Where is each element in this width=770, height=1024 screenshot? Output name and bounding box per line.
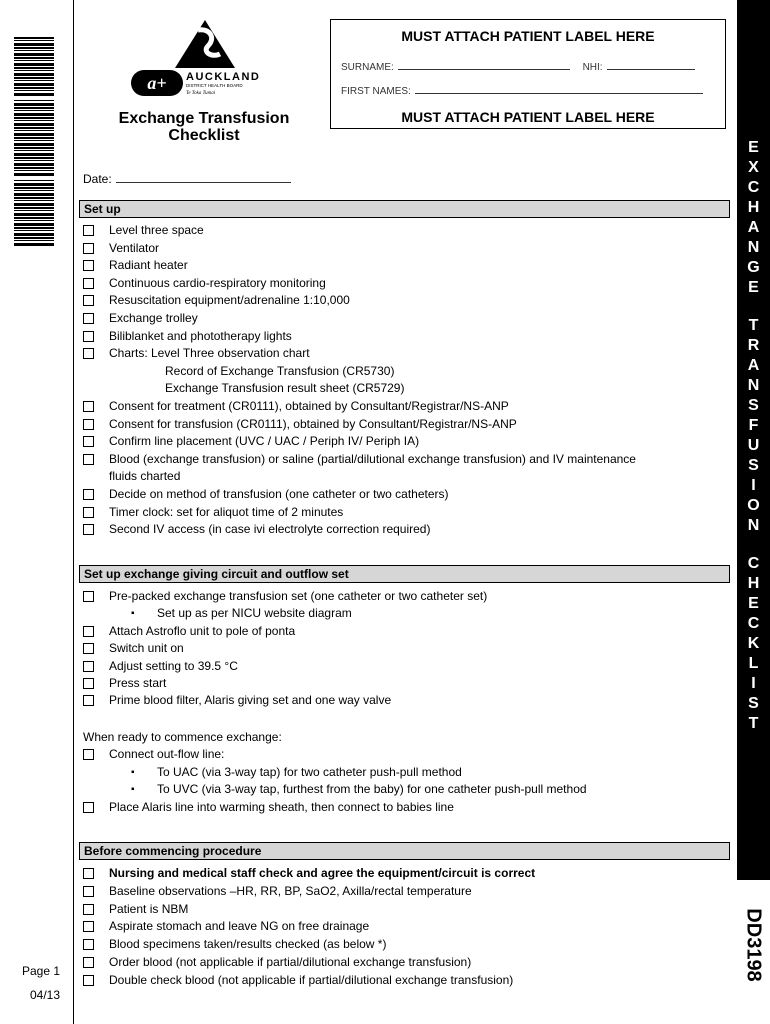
checkbox[interactable]: [83, 661, 94, 672]
label-heading: MUST ATTACH PATIENT LABEL HERE: [401, 28, 655, 44]
checklist-item-label: Patient is NBM: [109, 901, 189, 916]
checklist-item-label: Aspirate stomach and leave NG on free drainage: [109, 919, 370, 934]
checkbox[interactable]: [83, 886, 94, 897]
page-number: Page 1: [22, 964, 61, 978]
checklist-item-label: Resuscitation equipment/adrenaline 1:10,000: [109, 293, 350, 308]
side-title-letter: F: [748, 417, 759, 434]
checklist-item-label: Prime blood filter, Alaris giving set and one way valve: [109, 693, 392, 708]
checkbox[interactable]: [83, 331, 94, 342]
checklist-item-label: Baseline observations –HR, RR, BP, SaO2, Axilla/rectal temperature: [109, 883, 472, 898]
checklist-item-label: Level three space: [109, 223, 204, 237]
checkbox[interactable]: [83, 225, 94, 236]
checklist-item-label: Connect out-flow line:: [109, 747, 225, 761]
checklist-item-label: Adjust setting to 39.5 °C: [109, 658, 238, 673]
checkbox[interactable]: [83, 507, 94, 518]
checkbox[interactable]: [83, 802, 94, 813]
checklist-item-label: Confirm line placement (UVC / UAC / Periph IV/ Periph IA): [109, 434, 420, 449]
svg-text:a+: a+: [147, 73, 167, 93]
checkbox[interactable]: [83, 295, 94, 306]
checkbox[interactable]: [83, 348, 94, 359]
form-date: 04/13: [30, 988, 61, 1002]
date-field[interactable]: Date:: [83, 172, 291, 186]
section-setup: Set up: [79, 200, 730, 218]
surname-field[interactable]: SURNAME: NHI:: [341, 60, 695, 73]
first-names-field[interactable]: FIRST NAMES:: [341, 84, 703, 97]
checkbox[interactable]: [83, 524, 94, 535]
checklist-item-label: Consent for transfusion (CR0111), obtained by Consultant/Registrar/NS-ANP: [109, 416, 517, 431]
side-title-letter: H: [747, 199, 760, 216]
checkbox[interactable]: [83, 868, 94, 879]
side-title-letter: H: [747, 575, 760, 592]
checklist-item-label: Double check blood (not applicable if partial/dilutional exchange transfusion): [109, 972, 514, 987]
checklist-item-label: Attach Astroflo unit to pole of ponta: [109, 623, 296, 638]
side-title-letter: N: [747, 377, 760, 394]
checkbox[interactable]: [83, 957, 94, 968]
checklist-item-label: Blood (exchange transfusion) or saline (partial/dilutional exchange transfusion) and IV maintenance: [109, 451, 636, 466]
checkbox[interactable]: [83, 260, 94, 271]
side-title-letter: L: [748, 655, 759, 672]
side-title-letter: E: [748, 139, 759, 156]
left-margin-line: [73, 0, 74, 1024]
checklist-item-label: Exchange trolley: [109, 311, 198, 325]
section-before: Before commencing procedure: [79, 842, 730, 860]
side-title-letter: I: [751, 675, 756, 692]
checklist-item-label: Nursing and medical staff check and agree the equipment/circuit is correct: [109, 866, 536, 880]
svg-text:Te Toka Tumai: Te Toka Tumai: [186, 91, 216, 96]
barcode-gap: [14, 97, 54, 100]
side-title-letter: I: [751, 477, 756, 494]
side-title-letter: A: [747, 357, 760, 374]
chart-sublabel: Exchange Transfusion result sheet (CR5729): [165, 381, 405, 396]
checklist-item-label: Charts: Level Three observation chart: [109, 346, 310, 361]
checklist-item-label: Timer clock: set for aliquot time of 2 minutes: [109, 504, 344, 519]
checkbox[interactable]: [83, 643, 94, 654]
checklist-item-label: Decide on method of transfusion (one catheter or two catheters): [109, 487, 449, 501]
bullet-item: ▪ To UAC (via 3-way tap) for two catheter push-pull method: [157, 764, 462, 781]
checklist-item-label: Consent for treatment (CR0111), obtained by Consultant/Registrar/NS-ANP: [109, 399, 509, 413]
checklist-item-label: Biliblanket and phototherapy lights: [109, 328, 292, 343]
checkbox[interactable]: [83, 243, 94, 254]
checkbox[interactable]: [83, 591, 94, 602]
checkbox[interactable]: [83, 419, 94, 430]
bullet-item: ▪ Set up as per NICU website diagram: [157, 605, 352, 622]
side-title-letter: O: [747, 497, 760, 514]
side-title-letter: X: [748, 159, 759, 176]
side-title-letter: E: [748, 279, 759, 296]
side-title-letter: A: [747, 219, 760, 236]
side-title-letter: S: [748, 695, 759, 712]
side-title-letter: N: [747, 517, 760, 534]
checkbox[interactable]: [83, 489, 94, 500]
side-title-letter: E: [748, 595, 759, 612]
continuation-text: fluids charted: [109, 469, 181, 484]
side-title: [737, 138, 770, 734]
checklist-item-label: Ventilator: [109, 240, 160, 255]
svg-text:DISTRICT HEALTH BOARD: DISTRICT HEALTH BOARD: [186, 83, 243, 88]
auckland-dhb-logo: [120, 18, 290, 98]
checklist-item-label: Second IV access (in case ivi electrolyte correction required): [109, 522, 431, 537]
side-title-letter: G: [747, 259, 760, 276]
checkbox[interactable]: [83, 749, 94, 760]
chart-sublabel: Record of Exchange Transfusion (CR5730): [165, 363, 395, 378]
form-code: DD3198: [742, 908, 765, 982]
side-title-letter: C: [747, 179, 760, 196]
checkbox[interactable]: [83, 678, 94, 689]
checklist-item-label: Press start: [109, 676, 167, 690]
checkbox[interactable]: [83, 921, 94, 932]
side-title-letter: C: [747, 555, 760, 572]
page-title: Exchange Transfusion Checklist: [118, 110, 290, 144]
side-title-letter: K: [747, 635, 760, 652]
checklist-item-label: Pre-packed exchange transfusion set (one catheter or two catheter set): [109, 589, 488, 603]
checkbox[interactable]: [83, 695, 94, 706]
checkbox[interactable]: [83, 904, 94, 915]
side-title-letter: S: [748, 397, 759, 414]
side-title-letter: T: [748, 317, 759, 334]
svg-text:AUCKLAND: AUCKLAND: [186, 71, 261, 83]
checklist-item-label: Radiant heater: [109, 258, 188, 273]
checkbox[interactable]: [83, 939, 94, 950]
checklist-item-label: Blood specimens taken/results checked (as below *): [109, 937, 387, 952]
side-title-letter: C: [747, 615, 760, 632]
checklist-item-label: Order blood (not applicable if partial/dilutional exchange transfusion): [109, 955, 472, 969]
bullet-item: ▪ To UVC (via 3-way tap, furthest from the baby) for one catheter push-pull method: [157, 781, 587, 798]
checkbox[interactable]: [83, 313, 94, 324]
checkbox[interactable]: [83, 975, 94, 986]
section-circuit: Set up exchange giving circuit and outflow set: [79, 565, 730, 583]
checkbox[interactable]: [83, 454, 94, 465]
checklist-item-label: Place Alaris line into warming sheath, then connect to babies line: [109, 800, 454, 814]
side-title-letter: T: [748, 715, 759, 732]
label-heading: MUST ATTACH PATIENT LABEL HERE: [401, 109, 655, 125]
side-title-letter: N: [747, 239, 760, 256]
checklist-item-label: Continuous cardio-respiratory monitoring: [109, 275, 326, 290]
side-title-letter: U: [747, 437, 760, 454]
checkbox[interactable]: [83, 436, 94, 447]
checkbox[interactable]: [83, 401, 94, 412]
checklist-item-label: Switch unit on: [109, 641, 184, 656]
checkbox[interactable]: [83, 278, 94, 289]
instruction-text: When ready to commence exchange:: [83, 730, 282, 744]
barcode-gap: [14, 176, 54, 179]
barcode: [14, 37, 54, 247]
side-title-letter: R: [747, 337, 760, 354]
side-title-letter: S: [748, 457, 759, 474]
patient-label-box: [330, 19, 726, 129]
checkbox[interactable]: [83, 626, 94, 637]
